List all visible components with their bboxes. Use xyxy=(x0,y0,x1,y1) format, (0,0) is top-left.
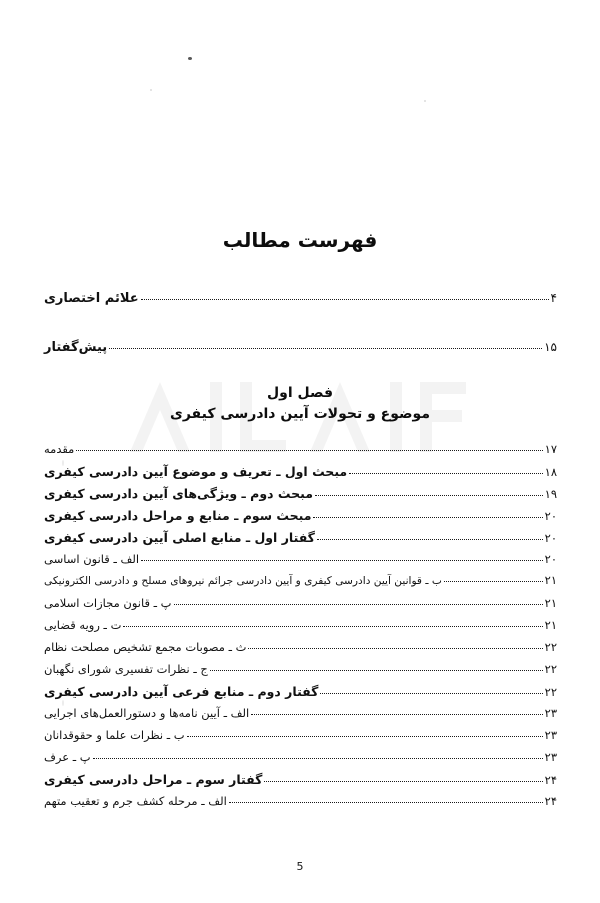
toc-entry-label: ج ـ نظرات تفسیری شورای نگهبان xyxy=(44,661,208,676)
dot-leader xyxy=(187,724,543,737)
dot-leader xyxy=(109,335,542,349)
toc-entry-label: گفتار اول ـ منابع اصلی آیین دادرسی کیفری xyxy=(44,529,315,545)
toc-entry-label: مبحث سوم ـ منابع و مراحل دادرسی کیفری xyxy=(44,507,312,523)
toc-entry-15[interactable] xyxy=(40,770,560,787)
toc-entry-page-number: ۲۰ xyxy=(544,508,557,523)
toc-entry-label: گفتار دوم ـ منابع فرعی آیین دادرسی کیفری xyxy=(44,683,319,699)
toc-entry-3[interactable] xyxy=(40,506,560,523)
page-folio-number: 5 xyxy=(296,860,304,873)
dot-leader xyxy=(76,438,542,451)
toc-entry-label: علائم اختصاری xyxy=(44,291,139,306)
dot-leader xyxy=(320,680,542,694)
chapter-number-label: فصل اول xyxy=(267,385,333,401)
dot-leader xyxy=(313,504,542,518)
toc-entry-10[interactable] xyxy=(40,660,560,676)
toc-entry-page-number: ۱۷ xyxy=(544,441,557,456)
toc-entry-page-number: ۲۴ xyxy=(544,772,557,787)
toc-entry-4[interactable] xyxy=(40,528,560,545)
toc-entry-page-number: ۲۱ xyxy=(544,617,557,632)
toc-entry-label: پیش‌گفتار xyxy=(44,340,108,355)
toc-entry-14[interactable] xyxy=(40,748,560,764)
toc-entry-label: مبحث اول ـ تعریف و موضوع آیین دادرسی کیفری xyxy=(44,463,348,479)
toc-entry-front-0[interactable] xyxy=(40,288,560,306)
toc-entry-page-number: ۲۱ xyxy=(544,595,557,610)
toc-entry-page-number: ۱۸ xyxy=(544,464,557,479)
toc-entry-label: مبحث دوم ـ ویژگی‌های آیین دادرسی کیفری xyxy=(44,485,313,501)
toc-entry-page-number: ۲۰ xyxy=(544,530,557,545)
toc-entry-0[interactable] xyxy=(40,440,560,456)
toc-entry-page-number: ۲۳ xyxy=(544,727,557,742)
toc-entry-page-number: ۲۱ xyxy=(544,572,557,587)
toc-entry-7[interactable] xyxy=(40,594,560,610)
dot-leader xyxy=(248,636,542,649)
toc-entry-page-number: ۲۰ xyxy=(544,551,557,566)
toc-entry-11[interactable] xyxy=(40,682,560,699)
toc-entry-8[interactable] xyxy=(40,616,560,632)
toc-entry-label: الف ـ مرحله کشف جرم و تعقیب متهم xyxy=(44,793,227,808)
toc-entry-6[interactable] xyxy=(40,572,560,587)
toc-entry-label: پ ـ قانون مجازات اسلامی xyxy=(44,595,172,610)
dot-leader xyxy=(229,790,543,803)
toc-entry-label: ب ـ قوانین آیین دادرسی کیفری و آیین دادرسی جرائم نیروهای مسلح و دادرسی الکترونیکی xyxy=(44,574,442,587)
toc-entry-5[interactable] xyxy=(40,550,560,566)
dot-leader xyxy=(315,482,543,496)
toc-entry-page-number: ۲۲ xyxy=(544,684,557,699)
toc-entry-label: ب ـ نظرات علما و حقوقدانان xyxy=(44,727,185,742)
dot-leader xyxy=(141,548,543,561)
dot-leader xyxy=(349,460,542,474)
toc-entry-13[interactable] xyxy=(40,726,560,742)
toc-entry-page-number: ۲۳ xyxy=(544,749,557,764)
toc-entry-label: پ ـ عرف xyxy=(44,749,91,764)
chapter-heading xyxy=(40,383,560,425)
dot-leader xyxy=(251,702,542,715)
toc-entry-page-number: ۲۲ xyxy=(544,639,557,654)
toc-entry-page-number: ۱۹ xyxy=(544,486,557,501)
toc-entry-page-number: ۲۴ xyxy=(544,793,557,808)
toc-entry-9[interactable] xyxy=(40,638,560,654)
dot-leader xyxy=(123,614,542,627)
toc-entry-label: الف ـ آیین نامه‌ها و دستورالعمل‌های اجرایی xyxy=(44,705,250,720)
toc-entry-label: ث ـ مصوبات مجمع تشخیص مصلحت نظام xyxy=(44,639,247,654)
toc-entry-label: گفتار سوم ـ مراحل دادرسی کیفری xyxy=(44,771,263,787)
toc-entry-12[interactable] xyxy=(40,704,560,720)
dot-leader xyxy=(141,286,549,300)
toc-entry-page-number: ۴ xyxy=(550,291,557,305)
toc-entry-page-number: ۱۵ xyxy=(544,340,557,354)
dot-leader xyxy=(317,526,543,540)
toc-entry-front-1[interactable] xyxy=(40,337,560,355)
toc-entry-label: مقدمه xyxy=(44,441,75,456)
page-content xyxy=(40,0,560,903)
dot-leader xyxy=(210,658,543,671)
toc-entry-2[interactable] xyxy=(40,484,560,501)
dot-leader xyxy=(174,592,543,605)
toc-entry-page-number: ۲۲ xyxy=(544,661,557,676)
toc-entry-1[interactable] xyxy=(40,462,560,479)
page-title: فهرست مطالب xyxy=(222,228,378,252)
toc-entry-16[interactable] xyxy=(40,792,560,808)
toc-entry-page-number: ۲۳ xyxy=(544,705,557,720)
toc-entry-label: ت ـ رویه قضایی xyxy=(44,617,122,632)
dot-leader xyxy=(444,570,543,582)
dot-leader xyxy=(93,746,543,759)
chapter-title: موضوع و تحولات آیین دادرسی کیفری xyxy=(169,406,430,422)
toc-entry-label: الف ـ قانون اساسی xyxy=(44,551,140,566)
dot-leader xyxy=(264,768,542,782)
